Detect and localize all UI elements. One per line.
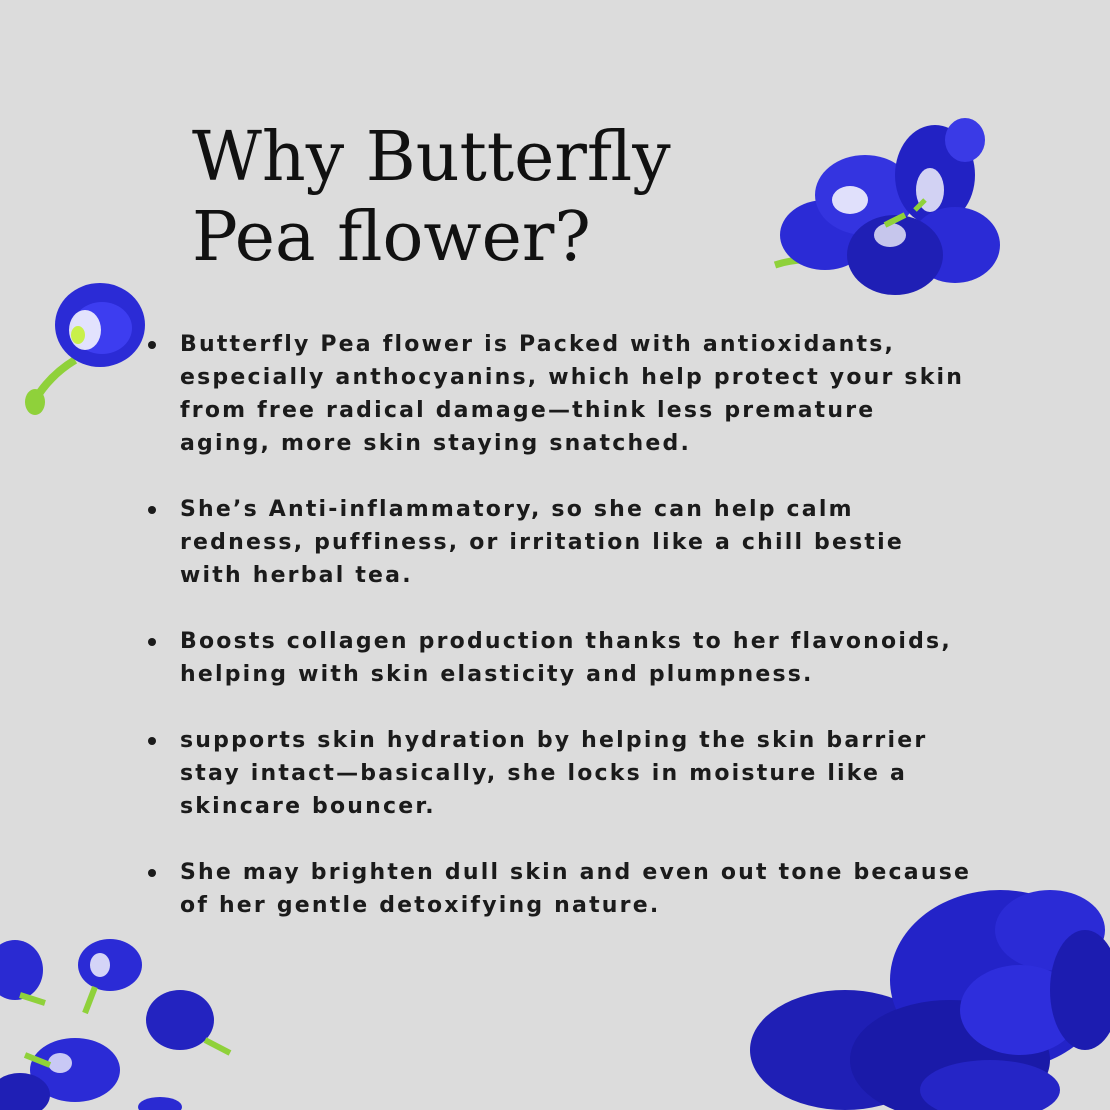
butterfly-pea-petals-icon	[0, 935, 240, 1110]
bullet-dot-icon	[148, 341, 156, 349]
butterfly-pea-flower-single-icon	[20, 280, 145, 420]
benefits-list	[146, 328, 976, 955]
bullet-dot-icon	[148, 506, 156, 514]
title-line-1: Why Butterfly	[192, 118, 671, 197]
butterfly-pea-flower-cluster-icon	[765, 115, 1005, 305]
bullet-dot-icon	[148, 869, 156, 877]
list-item-text: She may brighten dull skin and even out tone because of her gentle detoxifying nature.	[180, 860, 972, 918]
bullet-dot-icon	[148, 737, 156, 745]
bullet-dot-icon	[148, 638, 156, 646]
list-item	[146, 493, 976, 592]
list-item-text: supports skin hydration by helping the skin barrier stay intact—basically, she locks in moisture like a skincare bouncer.	[180, 728, 928, 819]
list-item-text: Boosts collagen production thanks to her flavonoids, helping with skin elasticity and plumpness.	[180, 629, 952, 687]
list-item	[146, 625, 976, 691]
list-item-text: She’s Anti-inflammatory, so she can help calm redness, puffiness, or irritation like a chill bestie with herbal tea.	[180, 497, 904, 588]
butterfly-pea-flower-large-icon	[750, 890, 1110, 1110]
page-title	[192, 118, 752, 278]
title-line-2: Pea flower?	[192, 198, 591, 277]
list-item-text: Butterfly Pea flower is Packed with antioxidants, especially anthocyanins, which help protect your skin from free radical damage—think less premature aging, more skin staying snatched.	[180, 332, 965, 456]
list-item	[146, 724, 976, 823]
list-item	[146, 328, 976, 460]
